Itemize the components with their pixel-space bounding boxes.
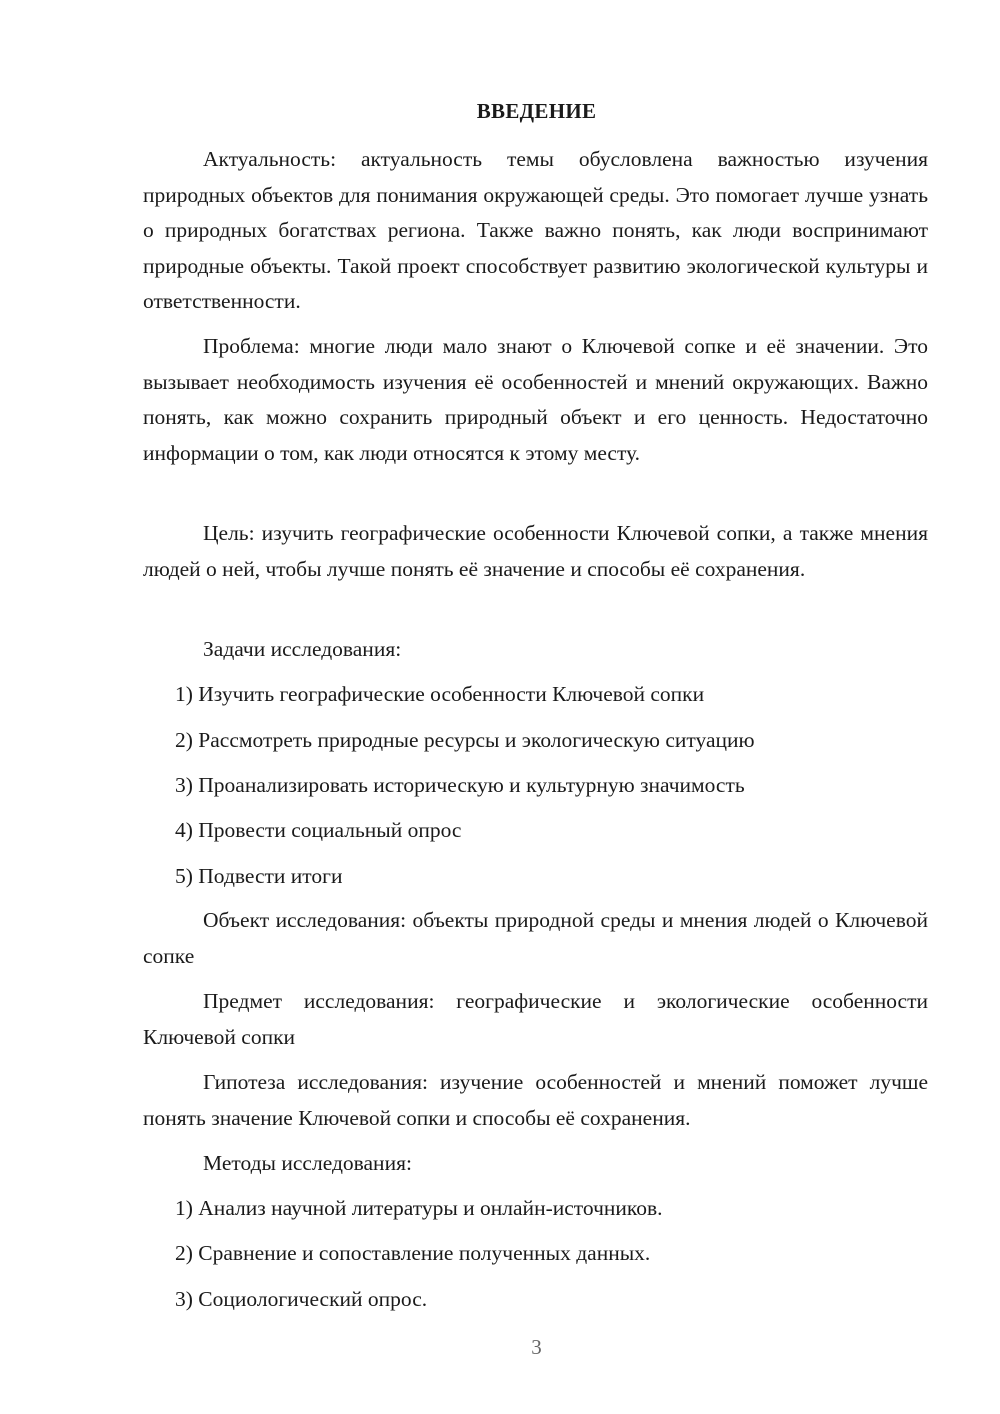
method-item: 1) Анализ научной литературы и онлайн-источников. (175, 1196, 663, 1220)
paragraph-subject: Предмет исследования: географические и экологические особенности Ключевой сопки (143, 989, 928, 1049)
task-item: 2) Рассмотреть природные ресурсы и экологическую ситуацию (175, 728, 755, 752)
task-item: 5) Подвести итоги (175, 864, 343, 888)
task-item: 4) Провести социальный опрос (175, 818, 462, 842)
method-item: 2) Сравнение и сопоставление полученных данных. (175, 1241, 651, 1265)
paragraph-relevance: Актуальность: актуальность темы обусловлена важностью изучения природных объектов для понимания окружающей среды. Это помогает лучше узнать о природных богатствах региона. Также важно понять, как люди воспринимают природные объекты. Такой проект способствует развитию экологической культуры и ответственности. (143, 147, 928, 313)
methods-heading: Методы исследования: (203, 1151, 412, 1175)
paragraph-object: Объект исследования: объекты природной среды и мнения людей о Ключевой сопке (143, 908, 928, 968)
tasks-heading: Задачи исследования: (203, 637, 402, 661)
task-item: 3) Проанализировать историческую и культурную значимость (175, 773, 745, 797)
method-item: 3) Социологический опрос. (175, 1287, 428, 1311)
paragraph-problem: Проблема: многие люди мало знают о Ключевой сопке и её значении. Это вызывает необходимость изучения её особенностей и мнений окружающих. Важно понять, как можно сохранить природный объект и его ценность. Недостаточно информации о том, как люди относятся к этому месту. (143, 334, 928, 465)
page-title: ВВЕДЕНИЕ (476, 99, 597, 123)
paragraph-hypothesis: Гипотеза исследования: изучение особенностей и мнений поможет лучше понять значение Ключевой сопки и способы её сохранения. (143, 1070, 928, 1130)
task-item: 1) Изучить географические особенности Ключевой сопки (175, 682, 705, 706)
paragraph-goal: Цель: изучить географические особенности Ключевой сопки, а также мнения людей о ней, чтобы лучше понять её значение и способы её сохранения. (143, 521, 928, 581)
page-number: 3 (531, 1335, 542, 1359)
